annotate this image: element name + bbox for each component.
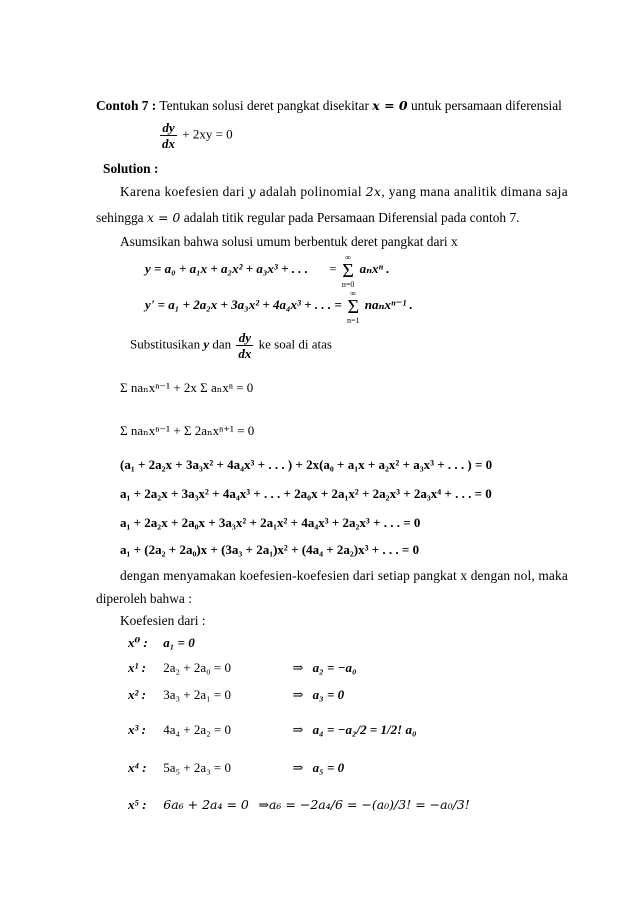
step-5: a₁ + 2a₂x + 2a₀x + 3a₃x² + 2a₁x² + 4a₄x³ + 2a₂x³ + . . . = 0 [120, 515, 421, 530]
dy-series-term: naₙxⁿ⁻¹ . [364, 296, 413, 312]
sigma-y: ∞ Σ n=0 [341, 253, 355, 289]
example-label: Contoh 7 : [96, 98, 157, 113]
paragraph-2-line-1: dengan menyamakan koefesien-koefesien dari setiap pangkat x dengan nol, maka [120, 568, 568, 583]
assumption-text: Asumsikan bahwa solusi umum berbentuk deret pangkat dari x [120, 234, 458, 249]
problem-rest: + 2xy = 0 [182, 126, 233, 142]
coefficient-row: x² : 3a₃ + 2a₁ = 0 ⇒ a₃ = 0 [128, 687, 345, 702]
example-text-1: Tentukan solusi deret pangkat disekitar [156, 98, 373, 113]
implies-arrow: ⇒ [292, 660, 304, 675]
example-condition: x = 0 [372, 98, 408, 113]
step-4: a₁ + 2a₂x + 3a₃x² + 4a₄x³ + . . . + 2a₀x + 2a₁x² + 2a₂x³ + 2a₃x⁴ + . . . = 0 [120, 486, 492, 501]
coefficient-row: x⁰ : a₁ = 0 [128, 635, 195, 650]
step-1: Σ naₙxⁿ⁻¹ + 2x Σ aₙxⁿ = 0 [120, 380, 254, 395]
coefficient-row: x³ : 4a₄ + 2a₂ = 0 ⇒ a₄ = −a₂/2 = 1/2! a₀ [128, 722, 417, 737]
y-series-equation: y = a₀ + a₁x + a₂x² + a₃x³ + . . . = ∞ Σ n=0 aₙxⁿ . [145, 253, 390, 289]
implies-arrow: ⇒ [292, 722, 304, 737]
dy-dx-fraction: $\frac{dy}{dx}$ [162, 120, 175, 151]
sigma-dy: ∞ Σ n=1 [347, 289, 360, 325]
paragraph-1-line-1: Karena koefesien dari y adalah polinomial 2x, yang mana analitik dimana saja [120, 184, 569, 199]
problem-equation [158, 120, 233, 151]
coefficient-row: x¹ : 2a₂ + 2a₀ = 0 ⇒ a₂ = −a₀ [128, 660, 357, 675]
paragraph-2-line-2: diperoleh bahwa : [96, 591, 192, 606]
substitution-line: Substitusikan y dan $\frac{dy}{dx}$ ke soal di atas [130, 330, 332, 361]
dy-series-lhs: y' = a₁ + 2a₂x + 3a₃x² + 4a₄x³ + . . . = [145, 296, 342, 312]
coefficient-row: x⁴ : 5a₅ + 2a₃ = 0 ⇒ a₅ = 0 [128, 760, 345, 775]
coefficient-row: x⁵ : 6a₆ + 2a₄ = 0 ⇒a₆ = −2a₄/6 = −(a₀)/3! = −a₀/3! [128, 797, 470, 812]
implies-arrow: ⇒ [292, 687, 304, 702]
implies-arrow: ⇒ [258, 797, 269, 812]
example-heading [96, 98, 562, 114]
step-6: a₁ + (2a₂ + 2a₀)x + (3a₃ + 2a₁)x² + (4a₄ + 2a₂)x³ + . . . = 0 [120, 542, 420, 557]
y-series-lhs: y = a₀ + a₁x + a₂x² + a₃x³ + . . . [145, 260, 308, 276]
y-series-term: aₙxⁿ . [359, 260, 390, 276]
coefficient-label: Koefesien dari : [120, 613, 206, 628]
step-2: Σ naₙxⁿ⁻¹ + Σ 2aₙxⁿ⁺¹ = 0 [120, 423, 255, 438]
example-text-2: untuk persamaan diferensial [407, 98, 562, 113]
step-3: (a₁ + 2a₂x + 3a₃x² + 4a₄x³ + . . . ) + 2x(a₀ + a₁x + a₂x² + a₃x³ + . . . ) = 0 [120, 457, 493, 472]
solution-heading: Solution : [103, 161, 159, 176]
implies-arrow: ⇒ [292, 760, 304, 775]
substitution-fraction: $\frac{dy}{dx}$ [238, 330, 252, 361]
dy-series-equation [145, 288, 413, 324]
paragraph-1-line-2: sehingga x = 0 adalah titik regular pada Persamaan Diferensial pada contoh 7. [96, 210, 520, 225]
